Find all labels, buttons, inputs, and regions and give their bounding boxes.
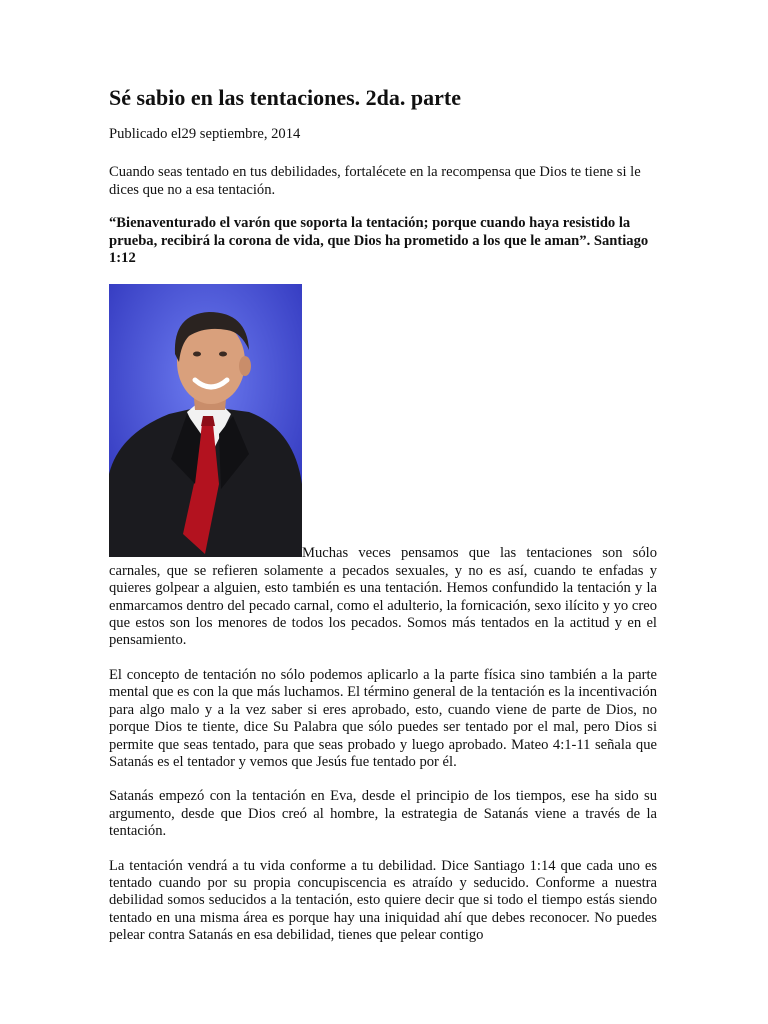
intro-paragraph: Cuando seas tentado en tus debilidades, fortalécete en la recompensa que Dios te tiene si le dices que no a esa tentación. xyxy=(109,164,641,198)
scripture-quote: “Bienaventurado el varón que soporta la tentación; porque cuando haya resistido la prueba, recibirá la corona de vida, que Dios ha prometido a los que le aman”. Santiago 1:12 xyxy=(109,215,649,267)
article-title: Sé sabio en las tentaciones. 2da. parte xyxy=(109,85,461,110)
article xyxy=(109,84,657,945)
paragraph-1: Muchas veces pensamos que las tentaciones son sólo carnales, que se refieren solamente a pecados sexuales, y no es así, cuando te enfadas y quieres golpear a alguien, esto también es una tentación. Hemos confundido la tentación y la enmarcamos dentro del pecado carnal, como el adulterio, la fornicación, sexo ilícito y yo creo que estos son los menores de todos los pecados. Somos más tentados en la actitud y en el pensamiento. xyxy=(109,545,657,649)
paragraph-with-photo xyxy=(109,284,657,649)
paragraph-4: La tentación vendrá a tu vida conforme a tu debilidad. Dice Santiago 1:14 que cada uno es tentado cuando por su propia concupiscencia es atraído y seducido. Conforme a nuestra debilidad somos seducidos a la tentación, esto quiere decir que si todo el tiempo estás siendo tentado en una misma área es porque hay una iniquidad ahí que debes reconocer. No puedes pelear contra Satanás en esa debilidad, tienes que pelear contigo xyxy=(109,857,657,944)
paragraph-2: El concepto de tentación no sólo podemos aplicarlo a la parte física sino también a la parte mental que es con la que más luchamos. El término general de la tentación es la incentivación para algo malo y a la vez saber si eres aprobado, esto, cuando viene de parte de Dios, no porque Dios te tiente, dice Su Palabra que sólo puedes ser tentado por el mal, pero Dios si permite que seas tentado, para que seas probado y luego aprobado. Mateo 4:1-11 señala que Satanás es el tentador y vemos que Jesús fue tentado por él. xyxy=(109,666,657,770)
paragraph-3: Satanás empezó con la tentación en Eva, desde el principio de los tiempos, ese ha sido su argumento, desde que Dios creó al hombre, la estrategia de Satanás viene a través de la tentación. xyxy=(109,788,657,840)
portrait-photo-icon xyxy=(109,284,302,557)
published-date: Publicado el29 septiembre, 2014 xyxy=(109,126,301,142)
